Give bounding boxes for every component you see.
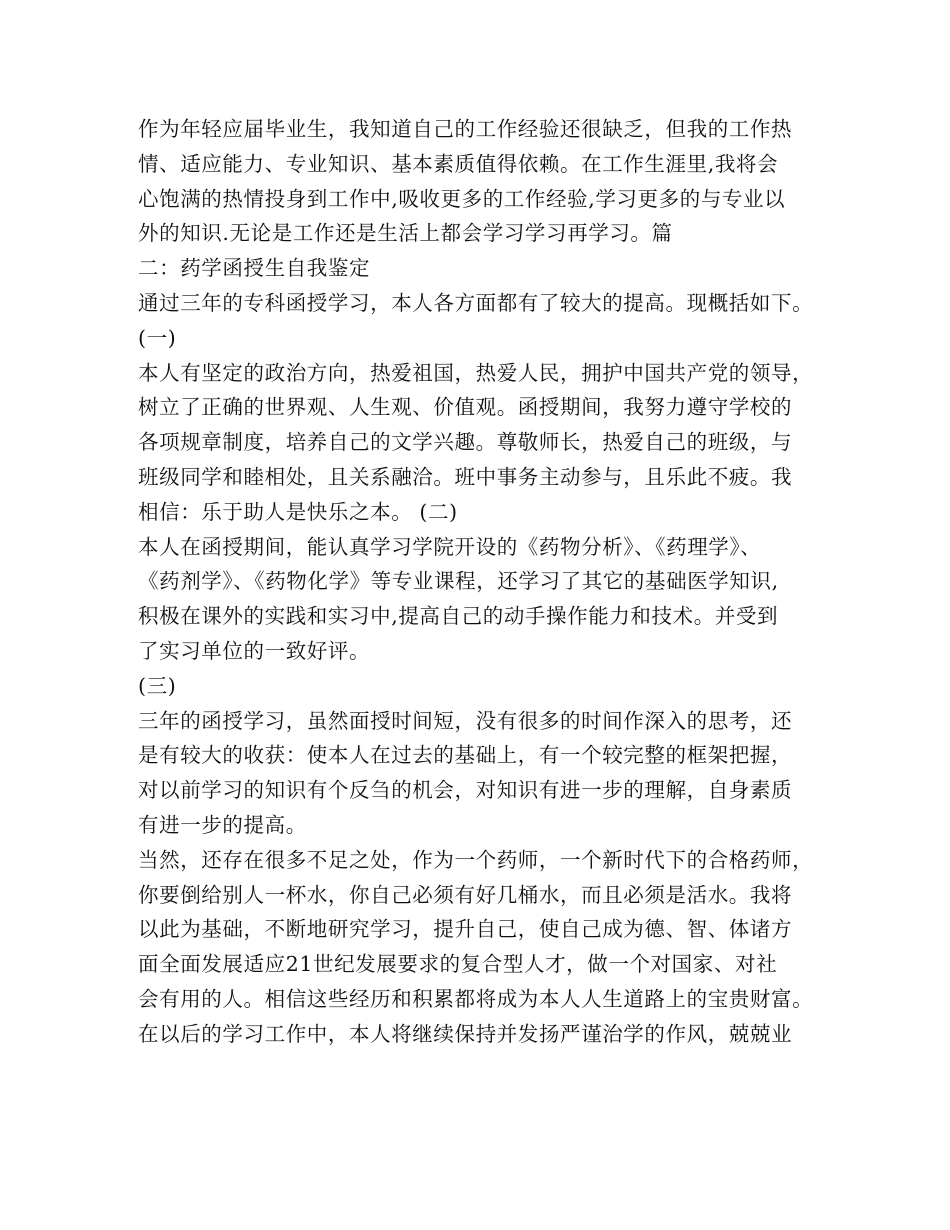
text-line: 三年的函授学习，虽然面授时间短，没有很多的时间作深入的思考，还 — [138, 708, 793, 733]
text-line: 有进一步的提高。 — [138, 812, 307, 837]
text-line: 本人在函授期间，能认真学习学院开设的《药物分析》、《药理学》、 — [138, 534, 762, 559]
text-line: 以此为基础，不断地研究学习，提升自己，使自己成为德、智、体诸方 — [138, 917, 793, 942]
text-line: 面全面发展适应21世纪发展要求的复合型人才，做一个对国家、对社 — [138, 952, 778, 977]
text-line: 当然，还存在很多不足之处，作为一个药师，一个新时代下的合格药师， — [138, 847, 814, 872]
text-line: 各项规章制度，培养自己的文学兴趣。尊敬师长，热爱自己的班级，与 — [138, 430, 793, 455]
text-line: 相信：乐于助人是快乐之本。 (二) — [138, 499, 458, 524]
text-line: 外的知识.无论是工作还是生活上都会学习学习再学习。篇 — [138, 221, 673, 246]
text-line: 会有用的人。相信这些经历和积累都将成为本人人生道路上的宝贵财富。 — [138, 986, 814, 1011]
section-marker: (一) — [138, 325, 177, 350]
text-line: 本人有坚定的政治方向，热爱祖国，热爱人民，拥护中国共产党的领导， — [138, 360, 814, 385]
text-line: 了实习单位的一致好评。 — [138, 638, 371, 663]
text-line: 在以后的学习工作中，本人将继续保持并发扬严谨治学的作风，兢兢业 — [138, 1021, 793, 1046]
text-line: 树立了正确的世界观、人生观、价值观。函授期间，我努力遵守学校的 — [138, 395, 793, 420]
text-line: 情、适应能力、专业知识、基本素质值得依赖。在工作生涯里,我将会 — [138, 151, 779, 176]
text-line: 你要倒给别人一杯水，你自己必须有好几桶水，而且必须是活水。我将 — [138, 882, 793, 907]
text-line: 《药剂学》、《药物化学》等专业课程，还学习了其它的基础医学知识, — [138, 569, 779, 594]
document-body — [138, 112, 838, 1052]
text-line: 是有较大的收获：使本人在过去的基础上，有一个较完整的框架把握， — [138, 743, 793, 768]
text-line: 班级同学和睦相处，且关系融洽。班中事务主动参与，且乐此不疲。我 — [138, 464, 793, 489]
text-line: 心饱满的热情投身到工作中,吸收更多的工作经验,学习更多的与专业以 — [138, 186, 786, 211]
text-line: 通过三年的专科函授学习，本人各方面都有了较大的提高。现概括如下。 — [138, 290, 814, 315]
text-line: 作为年轻应届毕业生，我知道自己的工作经验还很缺乏，但我的工作热 — [138, 117, 793, 141]
text-line: 积极在课外的实践和实习中,提高自己的动手操作能力和技术。并受到 — [138, 604, 779, 629]
section-heading: 二：药学函授生自我鉴定 — [138, 256, 371, 281]
section-marker: (三) — [138, 673, 177, 698]
text-line: 对以前学习的知识有个反刍的机会，对知识有进一步的理解，自身素质 — [138, 778, 793, 803]
